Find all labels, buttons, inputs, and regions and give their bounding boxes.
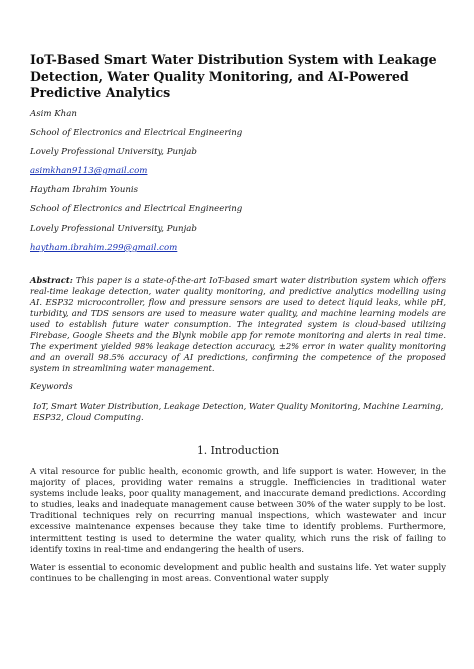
author-email-link[interactable]: asimkhan9113@gmail.com: [30, 166, 148, 177]
author-block-1: [30, 109, 446, 178]
abstract-text: This paper is a state-of-the-art IoT-based smart water distribution system which offers real-time leakage detection, water quality monitoring, and predictive analytics modelling using AI. ESP32 microcontroller, flow and pressure sensors are used to detect liquid leaks, while pH, turbidity, and TDS sensors are used to measure water quality, and machine learning models are used to establish future water consumption. The integrated system is cloud-based utilizing Firebase, Google Sheets and the Blynk mobile app for remote monitoring and alerts in real time. The experiment yielded 98% leakage detection accuracy, ±2% error in water quality monitoring and an overall 98.5% accuracy of AI predictions, confirming the competence of the proposed system in streamlining water management.: [30, 274, 446, 374]
author-university: Lovely Professional University, Punjab: [30, 146, 197, 157]
section-heading: 1. Introduction: [196, 444, 280, 458]
abstract-label: Abstract:: [30, 274, 73, 285]
body-paragraph: Water is essential to economic development and public health and sustains life. Yet water supply continues to be challenging in most areas. Conventional water supply: [30, 561, 446, 583]
author-name: Haytham Ibrahim Younis: [30, 185, 139, 196]
author-email-link[interactable]: haytham.ibrahim.299@gmail.com: [30, 242, 178, 253]
author-block-2: [30, 185, 446, 254]
author-university: Lovely Professional University, Punjab: [30, 223, 197, 234]
author-name: Asim Khan: [30, 108, 77, 119]
author-department: School of Electronics and Electrical Engineering: [30, 204, 243, 215]
author-department: School of Electronics and Electrical Engineering: [30, 127, 243, 138]
keywords-heading: Keywords: [30, 382, 73, 393]
abstract-paragraph: [30, 275, 446, 374]
keywords-list: IoT, Smart Water Distribution, Leakage Detection, Water Quality Monitoring, Machine Learning, ESP32, Cloud Computing.: [33, 401, 444, 423]
paper-page: [30, 52, 446, 584]
paper-title: IoT-Based Smart Water Distribution System with Leakage Detection, Water Quality Monitoring, and AI-Powered Predictive Analytics: [30, 52, 437, 100]
body-paragraph: A vital resource for public health, economic growth, and life support is water. However, in the majority of places, providing water remains a struggle. Inefficiencies in traditional water systems include leaks, poor quality management, and inaccurate demand predictions. According to studies, leaks and inadequate management cause between 30% of the water supply to be lost. Traditional techniques rely on recurring manual inspections, which wastewater and incur excessive maintenance expenses because they take time to identify problems. Furthermore, intermittent testing is used to determine the water quality, which runs the risk of failing to identify toxins in real-time and endangering the health of users.: [30, 466, 446, 554]
